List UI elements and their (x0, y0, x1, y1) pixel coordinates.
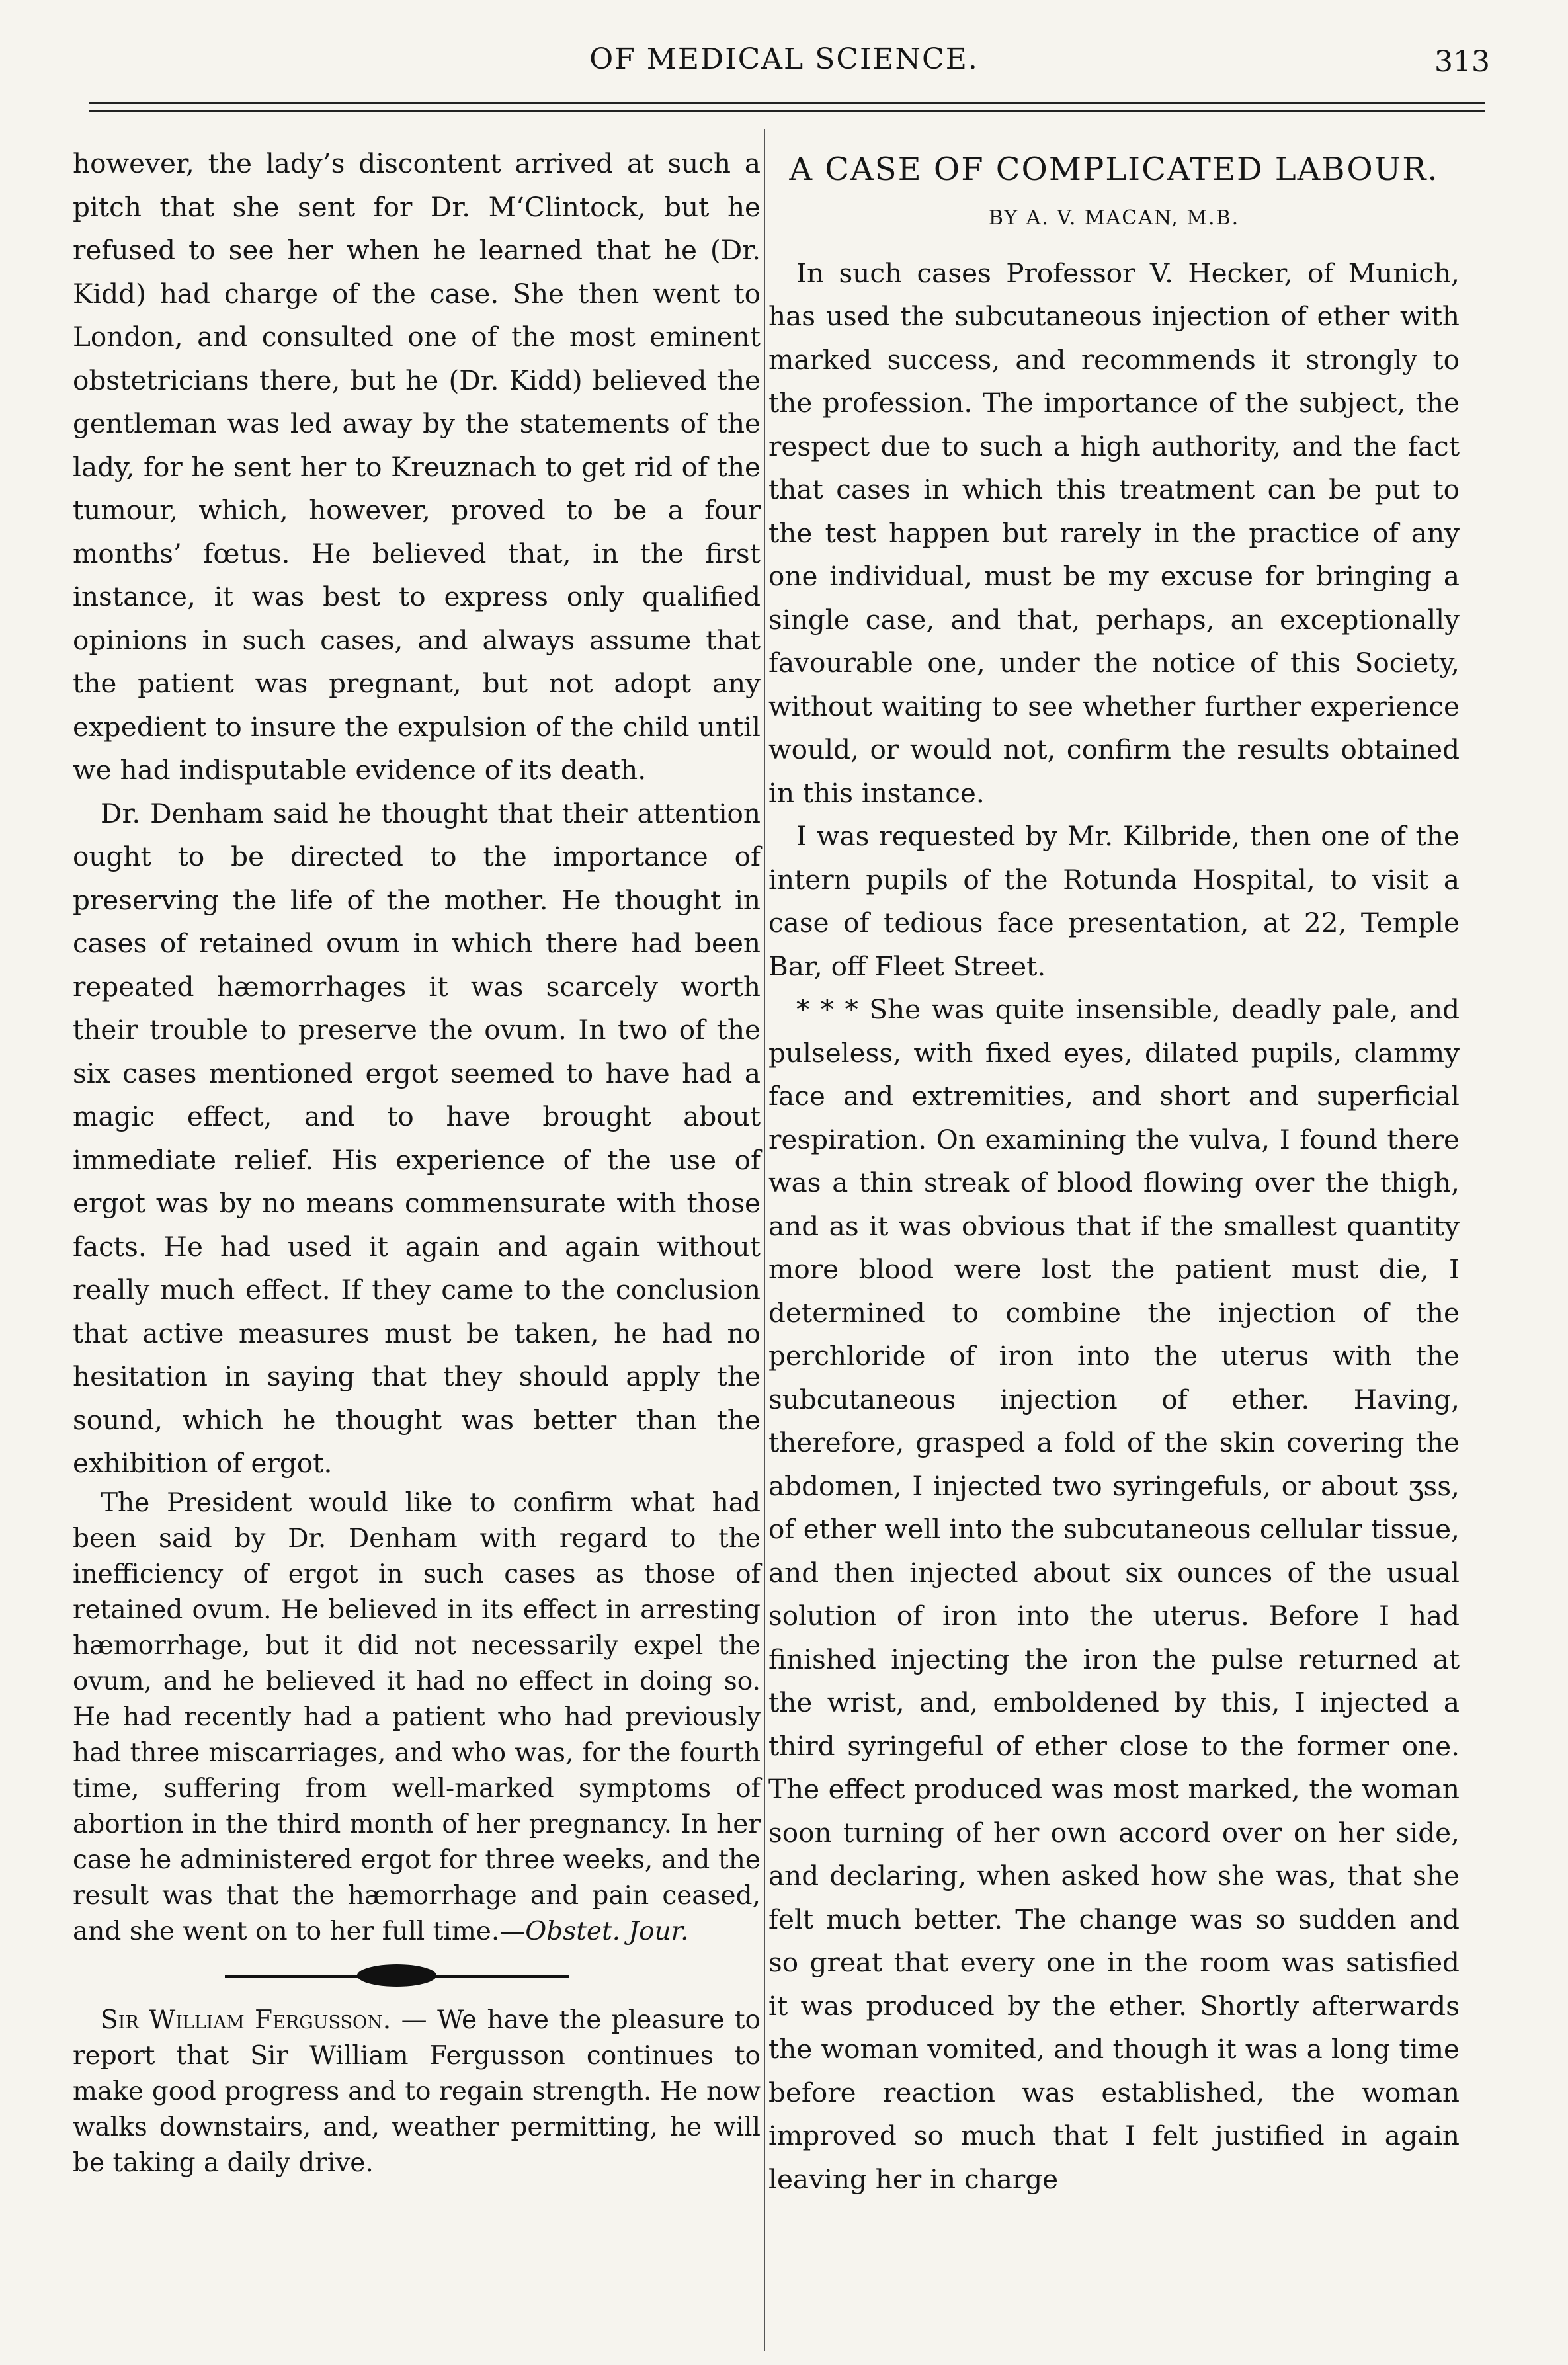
paragraph-case-report: * * * She was quite insensible, deadly pale, and pulseless, with fixed eyes, dilated pupils, clammy face and extremities, and short and superficial respiration. On examining the vulva, I found there was a thin streak of blood flowing over the thigh, and as it was obvious that if the smallest quantity more blood were lost the patient must die, I determined to combine the injection of the perchloride of iron into the uterus with the subcutaneous injection of ether. Having, therefore, grasped a fold of the skin covering the abdomen, I injected two syringefuls, or about ʒss, of ether well into the subcutaneous cellular tissue, and then injected about six ounces of the usual solution of iron into the uterus. Before I had finished injecting the iron the pulse returned at the wrist, and, emboldened by this, I injected a third syringeful of ether close to the former one. The effect produced was most marked, the woman soon turning of her own accord over on her side, and declaring, when asked how she was, that she felt much better. The change was so sudden and so great that every one in the room was satisfied it was produced by the ether. Shortly afterwards the woman vomited, and though it was a long time before reaction was established, the woman improved so much that I felt justified in again leaving her in charge (768, 993, 1460, 2195)
president-text: The President would like to confirm what had been said by Dr. Denham with regard to the inefficiency of ergot in such cases as those of retained ovum. He believed in its effect in arresting hæmorrhage, but it did not necessarily expel the ovum, and he believed it had no effect in doing so. He had recently had a patient who had previously had three miscarriages, and who was, for the fourth time, suffering from well-marked symptoms of abortion in the third month of her pregnancy. In her case he administered ergot for three weeks, and the result was that the hæmorrhage and pain ceased, and she went on to her full time.— (73, 1487, 761, 1946)
paragraph-fergusson-notice (73, 2003, 761, 2181)
right-column (768, 142, 1460, 2201)
paragraph-hecker: In such cases Professor V. Hecker, of Munich, has used the subcutaneous injection of ether with marked success, and recommends it strongly to the profession. The importance of the subject, the respect due to such a high authority, and the fact that cases in which this treatment can be put to the test happen but rarely in the practice of any one individual, must be my excuse for bringing a single case, and that, perhaps, an exceptionally favourable one, under the notice of this Society, without waiting to see whether further experience would, or would not, confirm the results obtained in this instance. (768, 257, 1460, 809)
paragraph-denham: Dr. Denham said he thought that their attention ought to be directed to the importance of preserving the life of the mother. He thought in cases of retained ovum in which there had been repeated hæmorrhages it was scarcely worth their trouble to preserve the ovum. In two of the six cases mentioned ergot seemed to have had a magic effect, and to have brought about immediate relief. His experience of the use of ergot was by no means commensurate with those facts. He had used it again and again without really much effect. If they came to the conclusion that active measures must be taken, he had no hesitation in saying that they should apply the sound, which he thought was better than the exhibition of ergot. (73, 797, 761, 1479)
notice-text: — We have the pleasure to report that Sir William Fergusson continues to make good progress and to regain strength. He now walks downstairs, and, weather permitting, he will be taking a daily drive. (73, 2005, 761, 2178)
header-rule-thin (89, 110, 1485, 112)
running-title: OF MEDICAL SCIENCE. (589, 42, 979, 76)
paragraph-kidd: however, the lady’s discontent arrived at such a pitch that she sent for Dr. M‘Clintock, but he refused to see her when he learned that he (Dr. Kidd) had charge of the case. She then went to London, and consulted one of the most eminent obstetricians there, but he (Dr. Kidd) believed the gentleman was led away by the statements of the lady, for he sent her to Kreuznach to get rid of the tumour, which, however, proved to be a four months’ fœtus. He believed that, in the first instance, it was best to express only qualified opinions in such cases, and always assume that the patient was pregnant, but not adopt any expedient to insure the expulsion of the child until we had indisputable evidence of its death. (73, 147, 761, 786)
header-rule (89, 102, 1485, 104)
source-citation: Obstet. Jour. (525, 1916, 689, 1946)
column-divider (764, 129, 765, 2351)
left-column (73, 142, 761, 2181)
ornament-knot (357, 1964, 436, 1987)
notice-name: Sir William Fergusson. (101, 2005, 392, 2035)
paragraph-president (73, 1485, 761, 1950)
page-number: 313 (1434, 45, 1490, 79)
paragraph-kilbride: I was requested by Mr. Kilbride, then one of the intern pupils of the Rotunda Hospital, to visit a case of tedious face presentation, at 22, Temple Bar, off Fleet Street. (768, 820, 1460, 982)
article-byline: BY A. V. MACAN, M.B. (988, 206, 1240, 229)
article-title: A CASE OF COMPLICATED LABOUR. (789, 151, 1439, 188)
section-ornament (73, 1950, 761, 2003)
